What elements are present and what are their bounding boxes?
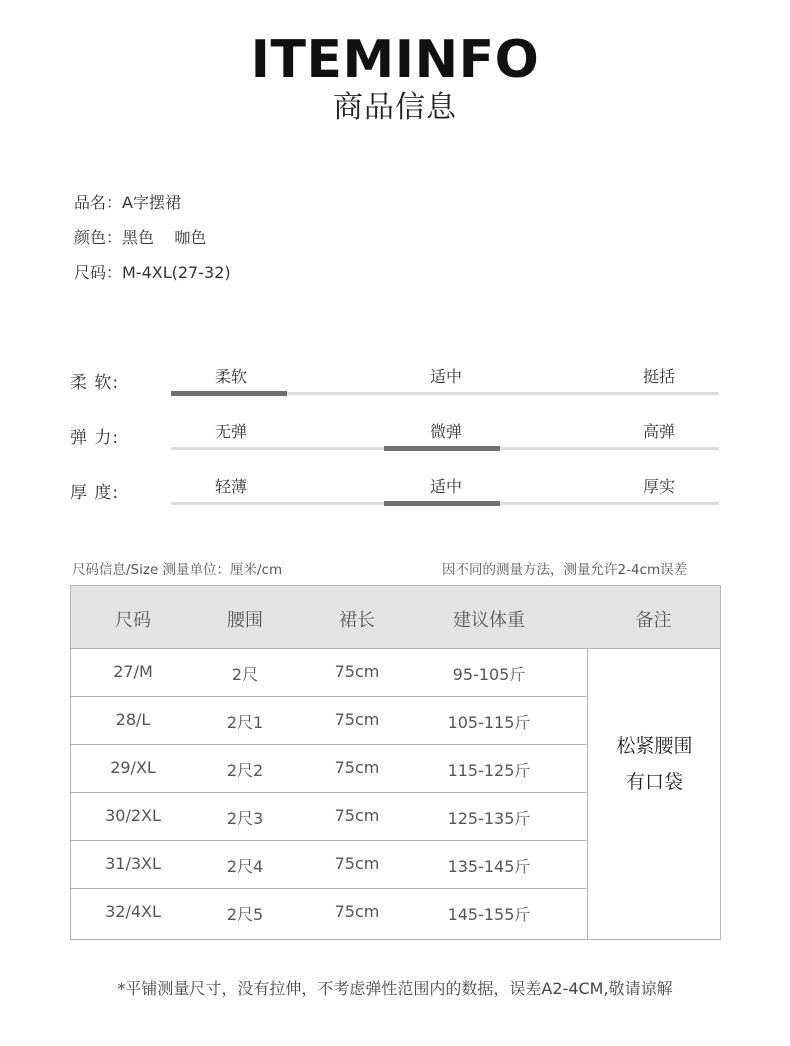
attribute-label: 柔 软: (70, 373, 120, 393)
column-header-length: 裙长 (339, 610, 375, 631)
table-row (71, 840, 587, 889)
attribute-option: 轻薄 (214, 477, 247, 496)
product-sizes: 尺码：M-4XL(27-32) (74, 263, 231, 282)
attribute-option: 微弹 (429, 422, 462, 441)
attribute-elasticity (0, 419, 790, 459)
measurement-tolerance-note: 因不同的测量方法，测量允许2-4cm误差 (442, 562, 688, 578)
attribute-softness (0, 364, 790, 404)
attribute-option: 高弹 (642, 422, 675, 441)
column-header-size: 尺码 (115, 610, 151, 631)
size-table (70, 585, 721, 940)
cell-size: 31/3XL (105, 854, 161, 873)
cell-size: 28/L (115, 710, 151, 729)
attribute-level-marker (171, 391, 287, 396)
attribute-option: 厚实 (642, 477, 675, 496)
cell-weight: 105-115斤 (447, 713, 531, 732)
attribute-label: 厚 度: (70, 483, 120, 503)
cell-waist: 2尺3 (226, 809, 264, 828)
table-row (71, 792, 587, 841)
cell-size: 29/XL (110, 758, 156, 777)
attribute-option: 挺括 (642, 367, 675, 386)
attribute-option: 柔软 (214, 367, 247, 386)
remark-line: 松紧腰围 (616, 735, 693, 757)
cell-weight: 135-145斤 (447, 857, 531, 876)
attribute-level-marker (384, 446, 500, 451)
cell-length: 75cm (334, 758, 380, 777)
page-title-en: ITEMINFO (250, 30, 540, 90)
cell-weight: 95-105斤 (452, 665, 526, 684)
cell-weight: 115-125斤 (447, 761, 531, 780)
product-colors: 颜色：黑色 咖色 (74, 228, 207, 247)
cell-size: 32/4XL (105, 902, 161, 921)
cell-length: 75cm (334, 662, 380, 681)
table-row (71, 696, 587, 745)
cell-length: 75cm (334, 806, 380, 825)
attribute-level-marker (384, 501, 500, 506)
column-header-weight: 建议体重 (453, 610, 525, 631)
cell-waist: 2尺2 (226, 761, 264, 780)
cell-size: 27/M (113, 662, 153, 681)
attribute-option: 无弹 (214, 422, 247, 441)
column-header-remark: 备注 (635, 610, 672, 631)
attribute-thickness (0, 474, 790, 514)
cell-waist: 2尺 (231, 665, 259, 684)
cell-size: 30/2XL (105, 806, 161, 825)
cell-length: 75cm (334, 854, 380, 873)
cell-weight: 125-135斤 (447, 809, 531, 828)
page-title-cn: 商品信息 (333, 90, 457, 125)
cell-length: 75cm (334, 710, 380, 729)
attribute-option: 适中 (429, 367, 462, 386)
cell-waist: 2尺4 (226, 857, 264, 876)
table-header (71, 586, 720, 649)
attribute-label: 弹 力: (70, 428, 120, 448)
table-row (71, 744, 587, 793)
column-header-waist: 腰围 (227, 610, 263, 631)
attribute-scale (171, 447, 719, 450)
size-info-note: 尺码信息/Size 测量单位：厘米/cm (72, 562, 283, 578)
attribute-scale (171, 502, 719, 505)
remark-text (588, 728, 721, 800)
cell-length: 75cm (334, 902, 380, 921)
product-info (74, 192, 231, 297)
product-name: 品名：A字摆裙 (74, 193, 181, 212)
cell-waist: 2尺5 (226, 905, 264, 924)
attribute-option: 适中 (429, 477, 462, 496)
table-row (71, 888, 587, 936)
footnote: *平铺测量尺寸，没有拉伸，不考虑弹性范围内的数据，误差A2-4CM,敬请谅解 (117, 979, 673, 998)
cell-weight: 145-155斤 (447, 905, 531, 924)
remark-cell (587, 648, 721, 939)
remark-line: 有口袋 (625, 771, 683, 793)
cell-waist: 2尺1 (226, 713, 264, 732)
table-row (71, 648, 587, 697)
attribute-scale (171, 392, 719, 395)
